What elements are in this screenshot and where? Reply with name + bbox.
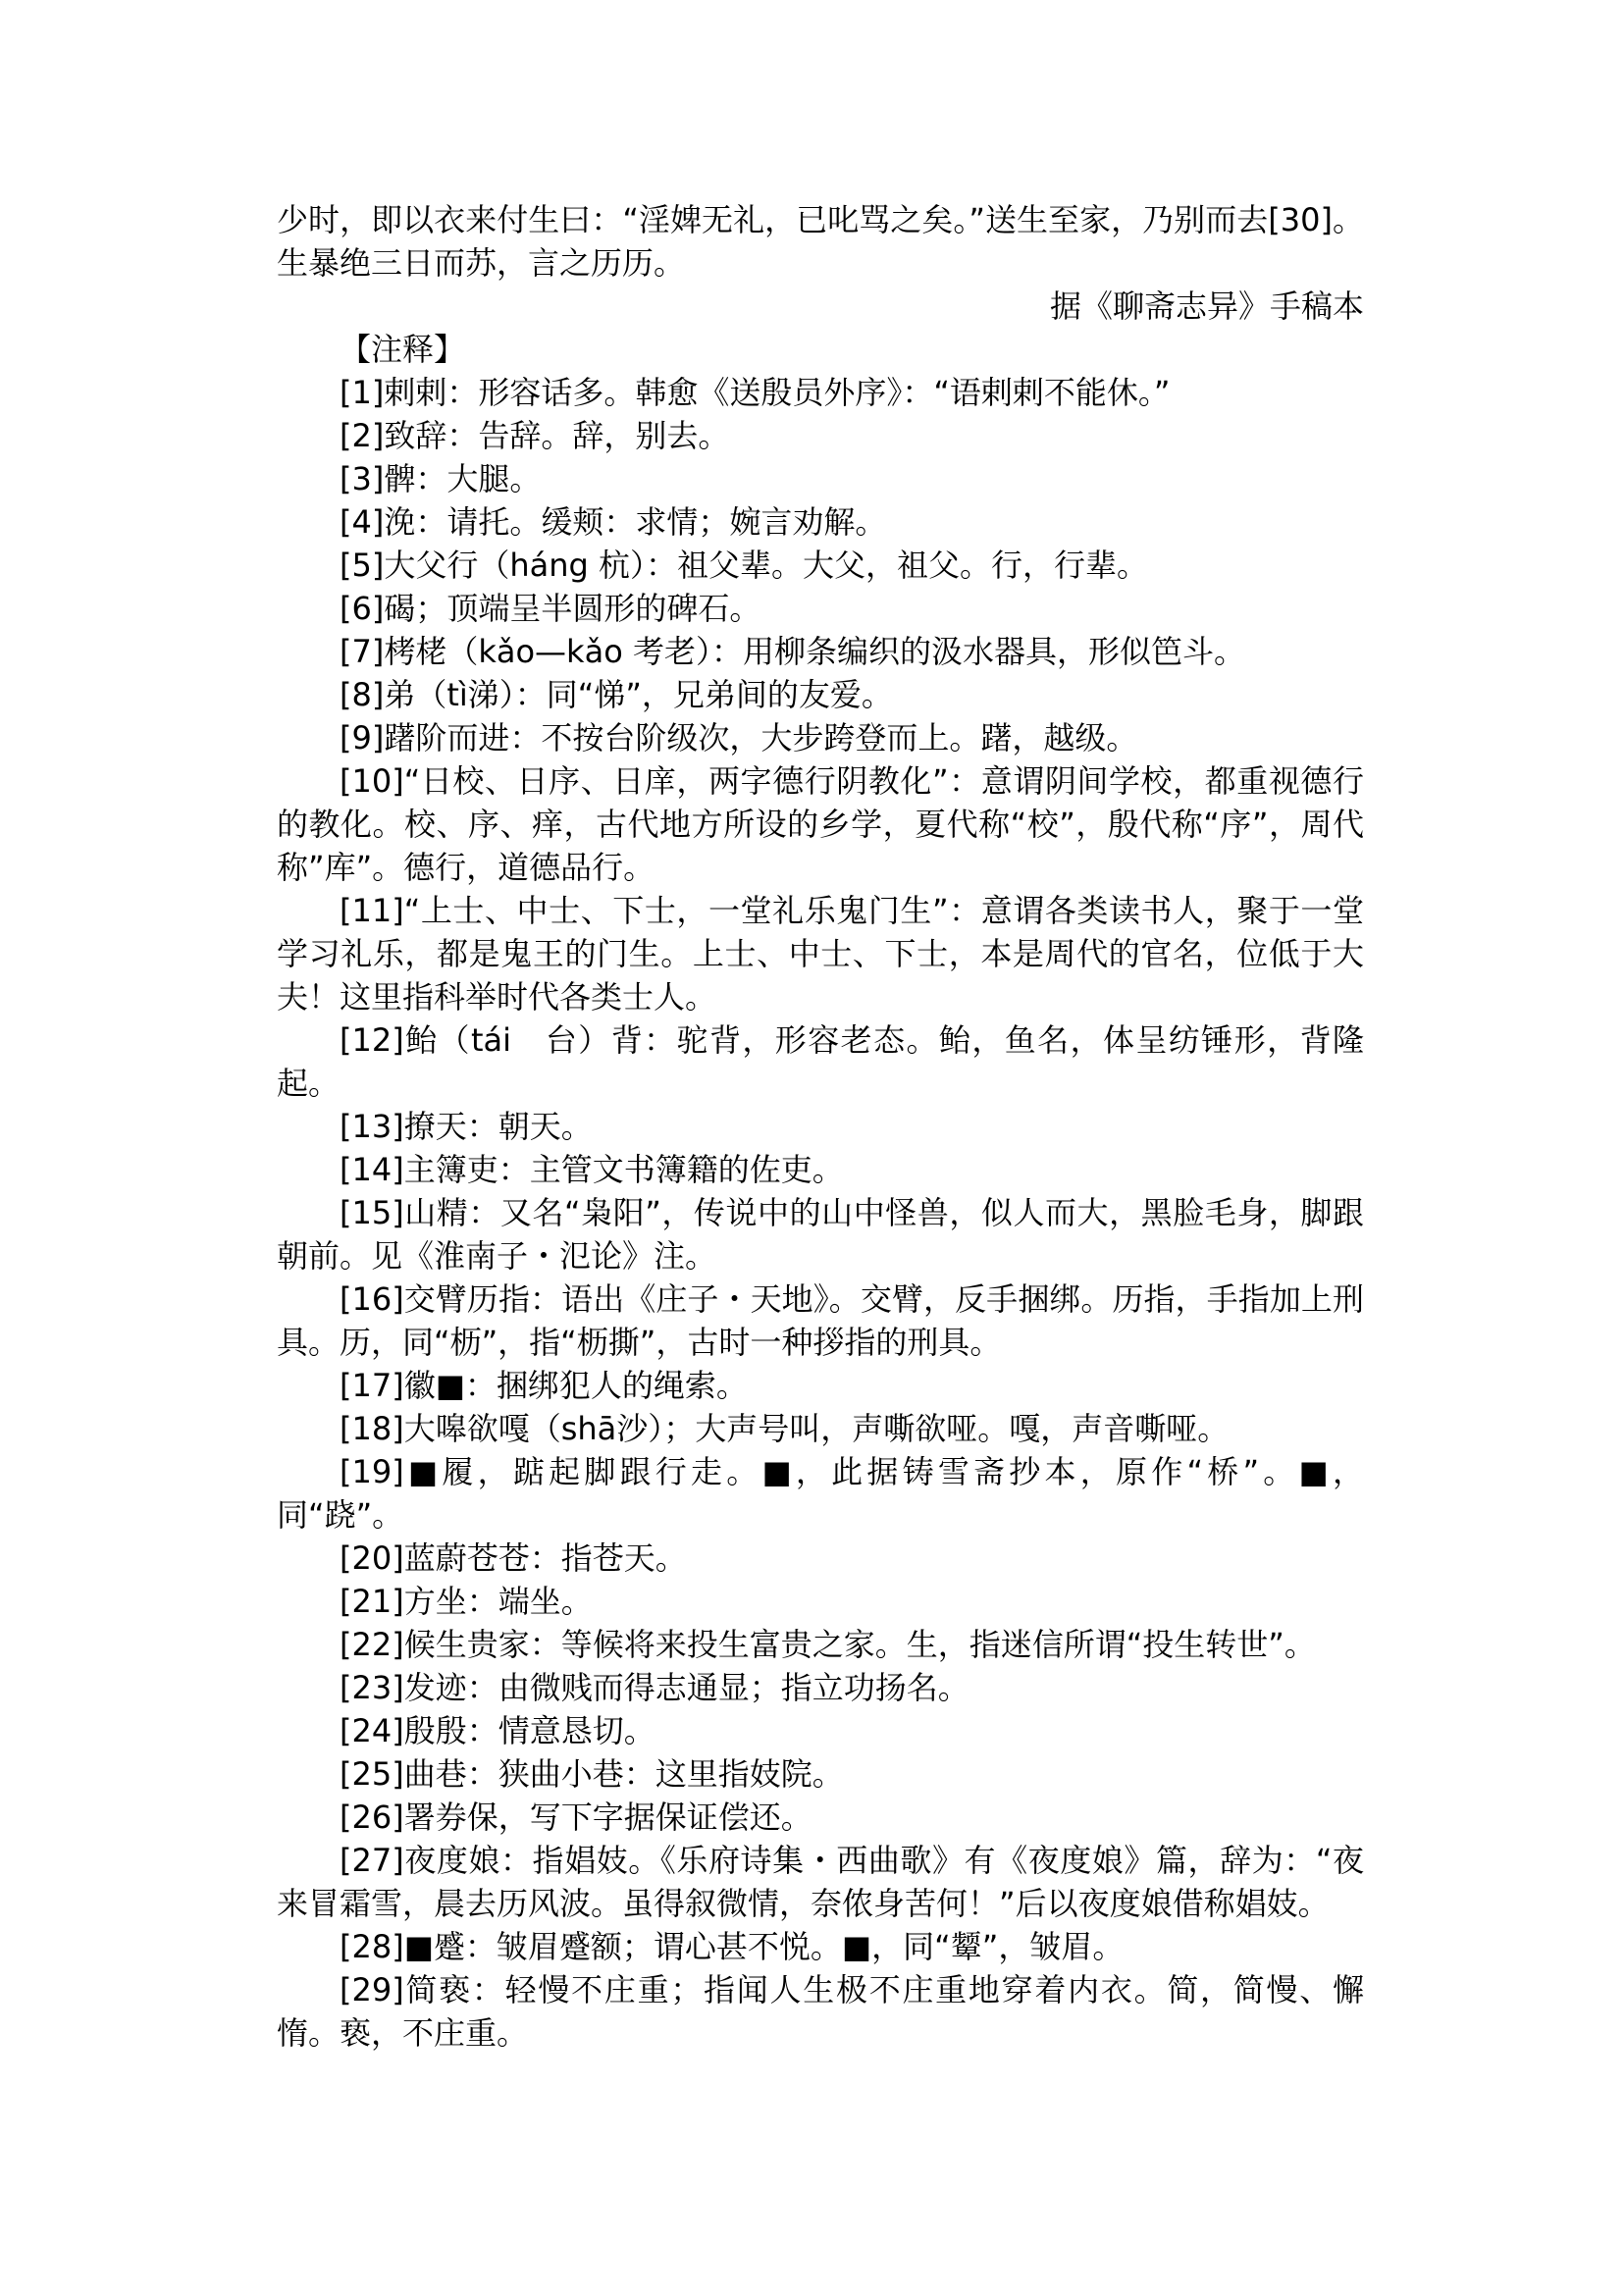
note-item: [29]简亵：轻慢不庄重；指闻人生极不庄重地穿着内衣。简，简慢、懈惰。亵，不庄重。 [277,1971,1364,2052]
note-item: [24]殷殷：情意恳切。 [340,1712,655,1749]
note-item: [18]大嗥欲嘎（shā沙）；大声号叫，声嘶欲哑。嘎，声音嘶哑。 [340,1410,1230,1447]
note-item: [15]山精：又名“枭阳”，传说中的山中怪兽，似人而大，黑脸毛身，脚跟朝前。见《淮南子・氾论》注。 [277,1194,1364,1275]
note-item: [7]栲栳（kǎo—kǎo 考老）：用柳条编织的汲水器具，形似笆斗。 [340,633,1245,670]
notes-heading: 【注释】 [340,331,466,368]
note-item: [3]髀：大腿。 [340,460,542,497]
note-item: [8]弟（tì涕）：同“悌”，兄弟间的友爱。 [340,676,893,713]
note-item: [20]蓝蔚苍苍：指苍天。 [340,1539,687,1577]
source-citation: 据《聊斋志异》手稿本 [1049,287,1364,325]
note-item: [26]署券保，写下字据保证偿还。 [340,1799,812,1836]
note-item: [6]碣；顶端呈半圆形的碑石。 [340,590,761,627]
note-item: [23]发迹：由微贱而得志通显；指立功扬名。 [340,1669,969,1706]
note-item: [13]撩天：朝天。 [340,1108,593,1145]
note-item: [5]大父行（háng 杭）：祖父辈。大父，祖父。行，行辈。 [340,547,1148,584]
note-item: [17]徽■：捆绑犯人的绳索。 [340,1367,748,1404]
document-body [277,198,1364,2055]
note-item: [9]躇阶而进：不按台阶级次，大步跨登而上。躇，越级。 [340,719,1138,756]
note-item: [25]曲巷：狭曲小巷：这里指妓院。 [340,1755,844,1793]
opening-paragraph: 少时，即以衣来付生曰：“淫婢无礼，已叱骂之矣。”送生至家，乃别而去[30]。生暴绝三日而苏，言之历历。 [277,201,1364,282]
notes-list [277,371,1364,2055]
note-item: [14]主簿吏：主管文书簿籍的佐吏。 [340,1151,844,1188]
note-item: [16]交臂历指：语出《庄子・天地》。交臂，反手捆绑。历指，手指加上刑具。历，同“枥”，指“枥撕”，古时一种拶指的刑具。 [277,1280,1364,1361]
note-item: [11]“上士、中士、下士，一堂礼乐鬼门生”：意谓各类读书人，聚于一堂学习礼乐，都是鬼王的门生。上士、中士、下士，本是周代的官名，位低于大夫！这里指科举时代各类士人。 [277,892,1364,1016]
note-item: [28]■蹙：皱眉蹙额；谓心甚不悦。■，同“颦”，皱眉。 [340,1928,1125,1965]
note-item: [19]■履，踮起脚跟行走。■，此据铸雪斋抄本，原作“桥”。■，同“跷”。 [277,1453,1364,1534]
note-item: [4]浼：请托。缓颊：求情；婉言劝解。 [340,503,887,541]
note-item: [10]“日校、日序、日庠，两字德行阴教化”：意谓阴间学校，都重视德行的教化。校、序、痒，古代地方所设的乡学，夏代称“校”，殷代称“序”，周代称”库”。德行，道德品行。 [277,762,1364,886]
note-item: [27]夜度娘：指娼妓。《乐府诗集・西曲歌》有《夜度娘》篇，辞为：“夜来冒霜雪，晨去历风波。虽得叙微情，奈侬身苦何！”后以夜度娘借称娼妓。 [277,1842,1364,1922]
note-item: [21]方坐：端坐。 [340,1583,593,1620]
note-item: [12]鲐（tái 台）背：驼背，形容老态。鲐，鱼名，体呈纺锤形，背隆起。 [277,1021,1364,1102]
note-item: [2]致辞：告辞。辞，别去。 [340,417,730,454]
note-item: [22]候生贵家：等候将来投生富贵之家。生，指迷信所谓“投生转世”。 [340,1626,1316,1663]
note-item: [1]剌剌：形容话多。韩愈《送殷员外序》：“语剌剌不能休。” [340,374,1171,411]
